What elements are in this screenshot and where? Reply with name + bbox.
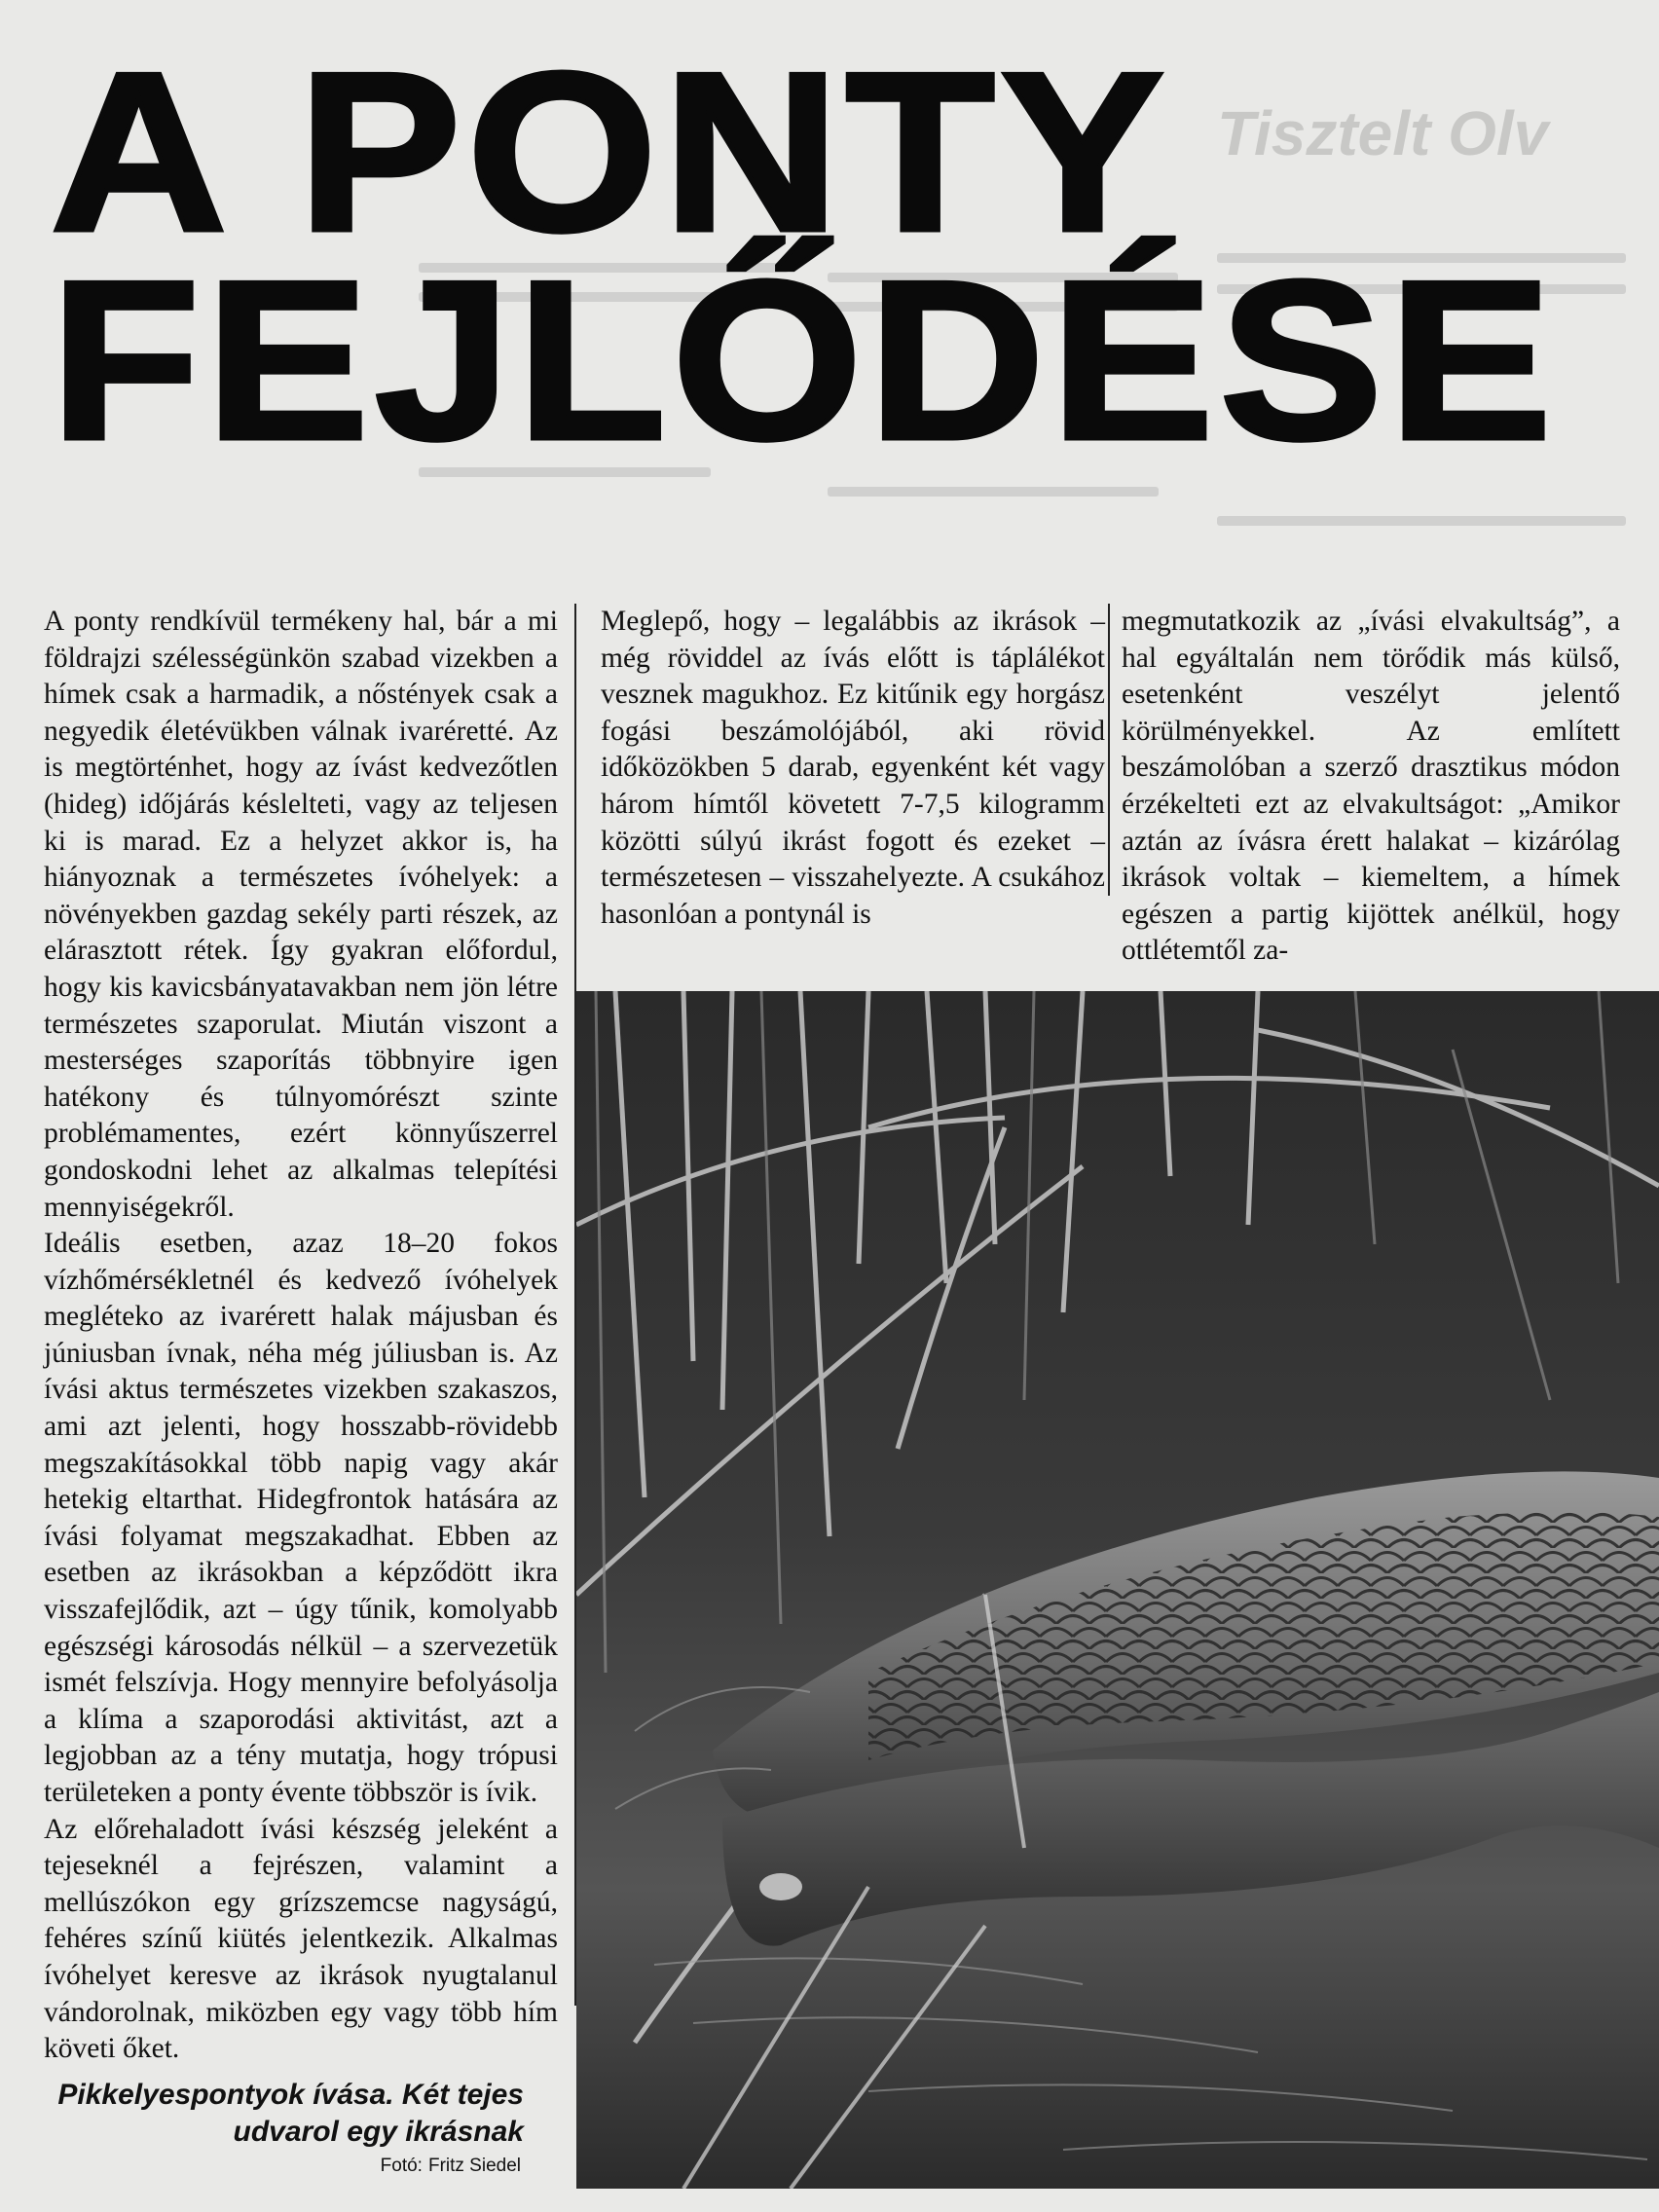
photo-credit	[234, 2156, 521, 2177]
photo-caption	[39, 2077, 524, 2151]
paragraph: A ponty rendkívül termékeny hal, bár a mi földrajzi szélességünkön szabad vizekben a hímek csak a harmadik, a nőstények csak a negyedik életévükben válnak ivaréretté. Az is megtörténhet, hogy az ívást kedvezőtlen (hideg) időjárás késlelteti, vagy az teljesen ki is marad. Ez a helyzet akkor is, ha hiányoznak a természetes ívóhelyek: a növényekben gazdag sekély parti részek, az elárasztott rétek. Így gyakran előfordul, hogy kis kavicsbányatavakban nem jön létre természetes szaporulat. Miután viszont a mesterséges szaporítás többnyire igen hatékony és túlnyomórészt szinte problémamentes, ezért könnyűszerrel gondoskodni lehet az alkalmas telepítési mennyiségekről.	[44, 606, 558, 1223]
headline-line-2: FEJLŐDÉSE	[51, 235, 1559, 487]
paragraph: Az előrehaladott ívási készség jeleként a tejeseknél a fejrészen, valamint a mellúszókon egy grízszemcse nagyságú, fehéres színű kiütés jelentkezik. Alkalmas ívóhelyet keresve az ikrások nyugtalanul vándorolnak, miközben egy vagy több hím követi őket.	[44, 1813, 558, 2065]
paragraph: Meglepő, hogy – legalábbis az ikrások – még röviddel az ívás előtt is táplálékot vesznek magukhoz. Ez kitűnik egy horgász fogási beszámolójából, aki rövid időközökben 5 darab, egyenként két vagy három hímtől követett 7-7,5 kilogramm közötti súlyú ikrást fogott és ezeket – természetesen – visszahelyezte. A csukához hasonlóan a pontynál is	[601, 606, 1105, 930]
headline-line-1: A PONTY	[51, 26, 1170, 278]
caption-line-1: Pikkelyespontyok ívása. Két tejes	[57, 2079, 524, 2111]
text-column-2	[601, 604, 1105, 933]
credit-label: Fotó:	[380, 2156, 423, 2176]
column-divider	[1108, 604, 1110, 896]
paragraph: megmutatkozik az „ívási elvakultság”, a hal egyáltalán nem törődik más külső, esetenként veszélyt jelentő körülményekkel. Az említett beszámolóban a szerző drasztikus módon érzékelteti ezt az elvakultságot: „Amikor aztán az ívásra érett halakat – kizárólag ikrások voltak – kiemeltem, a hímek egészen a partig kijöttek anélkül, hogy ottlétemtől za-	[1122, 606, 1620, 967]
text-column-1	[44, 604, 558, 2068]
credit-name: Fritz Siedel	[427, 2156, 521, 2176]
paragraph: Ideális esetben, azaz 18–20 fokos vízhőmérsékletnél és kedvező ívóhelyek megléteko az ivarérett halak májusban és júniusban ívnak, néha még júliusban is. Az ívási aktus természetes vizekben szakaszos, ami azt jelenti, hogy hosszabb-rövidebb megszakításokkal több napig vagy akár hetekig eltarthat. Hidegfrontok hatására az ívási folyamat megszakadhat. Ebben az esetben az ikrásokban a képződött ikra visszafejlődik, azt – úgy tűnik, komolyabb egészségi károsodás nélkül – a szervezetük ismét felszívja. Hogy mennyire befolyásolja a klíma a szaporodási aktivitást, azt a legjobban az a tény mutatja, hogy trópusi területeken a ponty évente többször is ívik.	[44, 1228, 558, 1808]
caption-line-2: udvarol egy ikrásnak	[233, 2116, 524, 2148]
carp-spawning-photo	[576, 991, 1659, 2189]
text-column-3	[1122, 604, 1620, 970]
article-headline	[51, 26, 1659, 487]
bleed-through-background: Tisztelt Olv	[419, 58, 1659, 604]
